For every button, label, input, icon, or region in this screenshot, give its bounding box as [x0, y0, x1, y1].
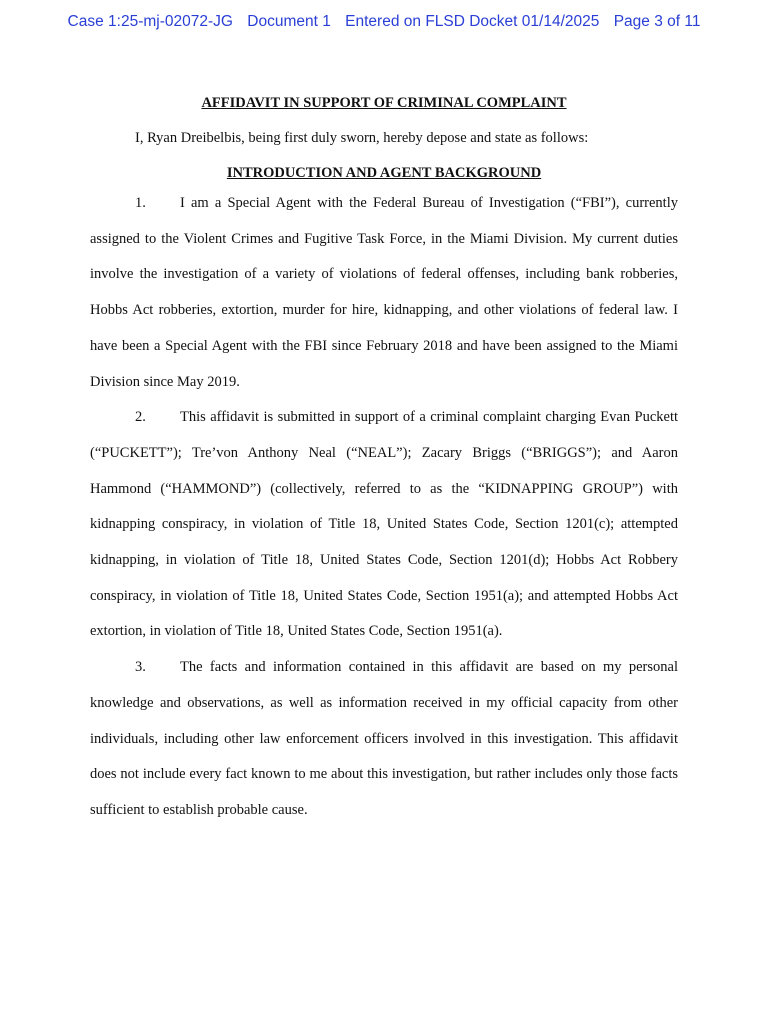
paragraph-number: 1. [135, 195, 146, 211]
docket-header [0, 13, 768, 31]
paragraph-text: I am a Special Agent with the Federal Bureau of Investigation (“FBI”), currently assigned to the Violent Crimes and Fugitive Task Force, in the Miami Division. My current duties involve the investigation of a variety of violations of federal offenses, including bank robberies, Hobbs Act robberies, extortion, murder for hire, kidnapping, and other violations of federal law. I have been a Special Agent with the FBI since February 2018 and have been assigned to the Miami Division since May 2019. [90, 195, 678, 390]
paragraph-text: This affidavit is submitted in support of a criminal complaint charging Evan Puckett (“PUCKETT”); Tre’von Anthony Neal (“NEAL”); Zacary Briggs (“BRIGGS”); and Aaron Hammond (“HAMMOND”) (collectively, referred to as the “KIDNAPPING GROUP”) with kidnapping conspiracy, in violation of Title 18, United States Code, Section 1201(c); attempted kidnapping, in violation of Title 18, United States Code, Section 1201(d); Hobbs Act Robbery conspiracy, in violation of Title 18, United States Code, Section 1951(a); and attempted Hobbs Act extortion, in violation of Title 18, United States Code, Section 1951(a). [90, 409, 678, 640]
paragraph [90, 186, 678, 400]
paragraph-number: 3. [135, 659, 146, 676]
paragraph-list [90, 186, 678, 829]
section-heading: INTRODUCTION AND AGENT BACKGROUND [226, 165, 542, 181]
case-number: Case 1:25-mj-02072-JG [67, 13, 233, 30]
paragraph [90, 400, 678, 650]
intro-statement: I, Ryan Dreibelbis, being first duly sworn, hereby depose and state as follows: [135, 130, 589, 146]
docket-entry: Entered on FLSD Docket 01/14/2025 [345, 13, 600, 30]
paragraph-text: The facts and information contained in this affidavit are based on my personal knowledge and observations, as well as information received in my official capacity from other individuals, including other law enforcement officers involved in this investigation. This affidavit does not include every fact known to me about this investigation, but rather includes only those facts sufficient to establish probable cause. [90, 659, 678, 818]
document-page [90, 90, 678, 829]
page-indicator: Page 3 of 11 [613, 13, 701, 30]
paragraph-number: 2. [135, 409, 146, 426]
document-title: AFFIDAVIT IN SUPPORT OF CRIMINAL COMPLAINT [201, 95, 567, 111]
document-number: Document 1 [247, 13, 331, 30]
paragraph [90, 650, 678, 829]
